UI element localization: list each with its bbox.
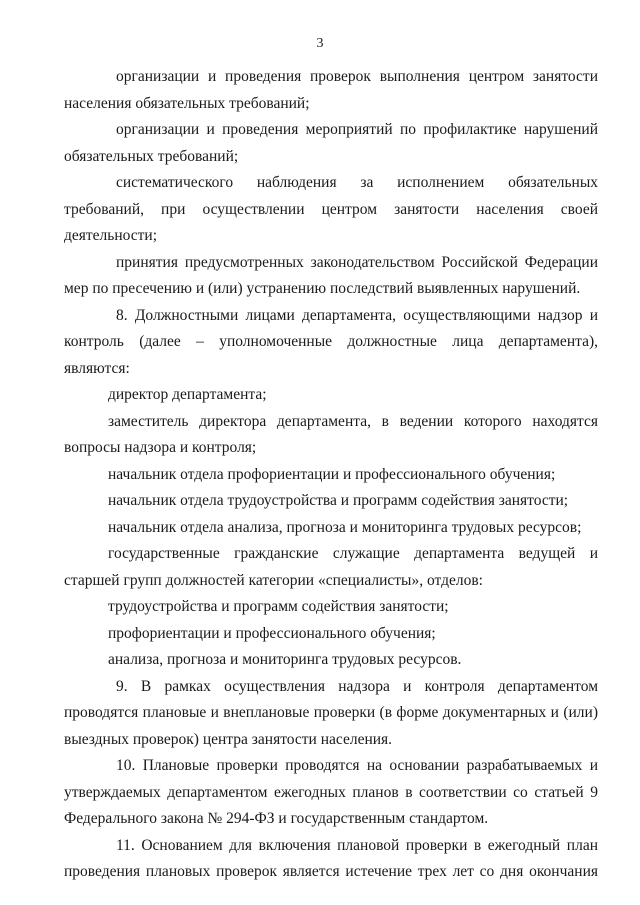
- paragraph-item-8: 8. Должностными лицами департамента, осуществляющими надзор и контроль (далее – уполномоченные должностные лица департамента), являются:: [64, 306, 598, 377]
- list-item-head-employment: начальник отдела трудоустройства и программ содействия занятости;: [108, 492, 569, 509]
- list-item-civil-servants: государственные гражданские служащие департамента ведущей и старшей групп должностей категории «специалисты», отделов:: [64, 545, 598, 589]
- paragraph-suppression-measures: принятия предусмотренных законодательством Российской Федерации мер по пресечению и (или) устранению последствий выявленных нарушений.: [64, 253, 598, 297]
- list-item-head-analysis: начальник отдела анализа, прогноза и мониторинга трудовых ресурсов;: [108, 518, 582, 536]
- page-number: 3: [316, 36, 324, 51]
- list-item-career-guidance-department: профориентации и профессионального обучения;: [108, 624, 436, 642]
- document-body: [64, 64, 598, 886]
- paragraph-item-10: 10. Плановые проверки проводятся на основании разрабатываемых и утверждаемых департаментом ежегодных планов в соответствии со статьей 9 Федерального закона № 294-ФЗ и государственным стандартом.: [64, 757, 598, 827]
- paragraph-systematic-observation: систематического наблюдения за исполнением обязательных требований, при осуществлении центром занятости населения своей деятельности;: [64, 174, 598, 244]
- paragraph-prevention-measures: организации и проведения мероприятий по профилактике нарушений обязательных требований;: [64, 121, 598, 165]
- list-item-director: директор департамента;: [108, 386, 267, 403]
- paragraph-organization-inspections: организации и проведения проверок выполнения центром занятости населения обязательных требований;: [64, 68, 598, 112]
- list-item-deputy-director: заместитель директора департамента, в ведении которого находятся вопросы надзора и контроля;: [64, 412, 598, 456]
- paragraph-item-9: 9. В рамках осуществления надзора и контроля департаментом проводятся плановые и внеплановые проверки (в форме документарных и (или) выездных проверок) центра занятости населения.: [64, 677, 598, 748]
- list-item-head-career-guidance: начальник отдела профориентации и профессионального обучения;: [108, 465, 556, 483]
- paragraph-item-11: 11. Основанием для включения плановой проверки в ежегодный план проведения плановых проверок является истечение трех лет со дня окончания: [64, 836, 598, 880]
- list-item-analysis-department: анализа, прогноза и мониторинга трудовых ресурсов.: [108, 651, 462, 668]
- list-item-employment-department: трудоустройства и программ содействия занятости;: [108, 598, 449, 615]
